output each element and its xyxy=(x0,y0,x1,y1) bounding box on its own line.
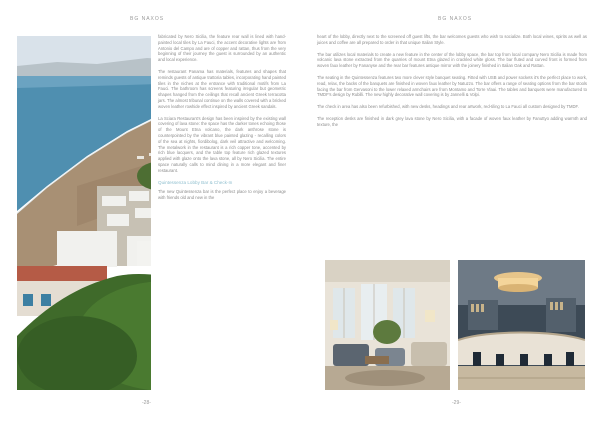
hotel-aerial-photo xyxy=(17,36,151,390)
page-number: -28- xyxy=(142,400,151,406)
paragraph: La Sciara Restaurant's design has been inspired by the existing wall covering of lava stone: the space has the darker tones echoing those of the Mount Etna volcano, the dark anthrose stone is counterpointed by the vibrant blue painted glazing - recalling colors of the sea at nights, fiordibolog, dark veil attractive and welcoming. The metalwork in the restaurant is a rich copper tone, accented by rich blue lacquers, and the table top feature rich glazed textures applied with glaze onto the lava stone, all by Nero Sicilia. The entire space naturally calls to mind dining in a more elegant and finer restaurant. xyxy=(158,115,286,173)
paragraph: The bar utilizes local materials to create a new feature in the center of the lobby space, the bar top from local company Nero Sicilia is made from volcanic lava stone extracted from the quarries of mount Etna glazed in crackled white gloss. The bar fluted and curved front is formed from woven faux leather by Fananyse and the rear bar features antique mirror with the joinery finished in Italian Oak and Rattan. xyxy=(317,51,587,69)
page-header: BG NAXOS xyxy=(130,16,165,22)
left-page-text-column xyxy=(158,34,286,207)
right-page-text-column xyxy=(317,34,587,134)
paragraph: fabricated by Nero Sicilia, the feature rear wall is lined with hand-painted local tiles by La Fauci, the accent decorative lights are from Antonio del Campo and are of copper and rattan, thus from the very beginning of their journey the guest is surrounded by an authentic and local experience. xyxy=(158,34,286,63)
paragraph: heart of the lobby, directly next to the screened off guest lifts, the bar welcomes guests who wish to socialize. Both local wines, spirits as well as juices and coffee are all prepared to order in that unique Italian Style. xyxy=(317,34,587,45)
paragraph: The new Quintessenza bar is the perfect place to enjoy a beverage with friends old and new in the xyxy=(158,189,286,201)
paragraph: The restaurant Panama has materials, features and shapes that reminds guests of antique trattoria tables, incorporating hand painted tiles in the niches at the entrance with traditional motifs from La Fauci. The bathroom has screens featuring irregular but geometric shapes hanged from the ceilings that recall ancient Greek terracotta jars. The almost tribunal continue on the walls covered with a bricked woven leather rowhide effect inspired by ancient Greek sandals. xyxy=(158,68,286,109)
section-subheading: Quintessenza Lobby Bar & Check-In xyxy=(158,179,233,185)
lobby-seating-photo xyxy=(325,260,450,390)
paragraph: The seating in the Quintessenza features two more clever style banquet seating. Fitted with USB and power sockets it's the perfect place to work, read, relax, the backs of the banquets are finished in woven faux leather by Natuzzo. The bar offers a range of seating options from the bar stools facing the bar from Gervasoni to the lower relaxed armchairs are from Montamo and Torre Vlaai. The tables and banquets were manufactured to TMDF's design by Rubilli. The new highly decorative wall covering is by Jannelli & Volpi. xyxy=(317,74,587,98)
page-header: BG NAXOS xyxy=(438,16,473,22)
page-number: -29- xyxy=(452,400,461,406)
paragraph: The check in area has also been refurbished, with new desks, headings and rear artwork, red-tiling to La Fauci all custom designed by TMDF. xyxy=(317,104,579,110)
paragraph: The reception desks are finished in dark grey lava stone by Nero Sicilia, with a facade of woven faux leather by Fanuttyo adding warmth and texture, the xyxy=(317,115,587,127)
bar-chandelier-photo xyxy=(458,260,585,390)
